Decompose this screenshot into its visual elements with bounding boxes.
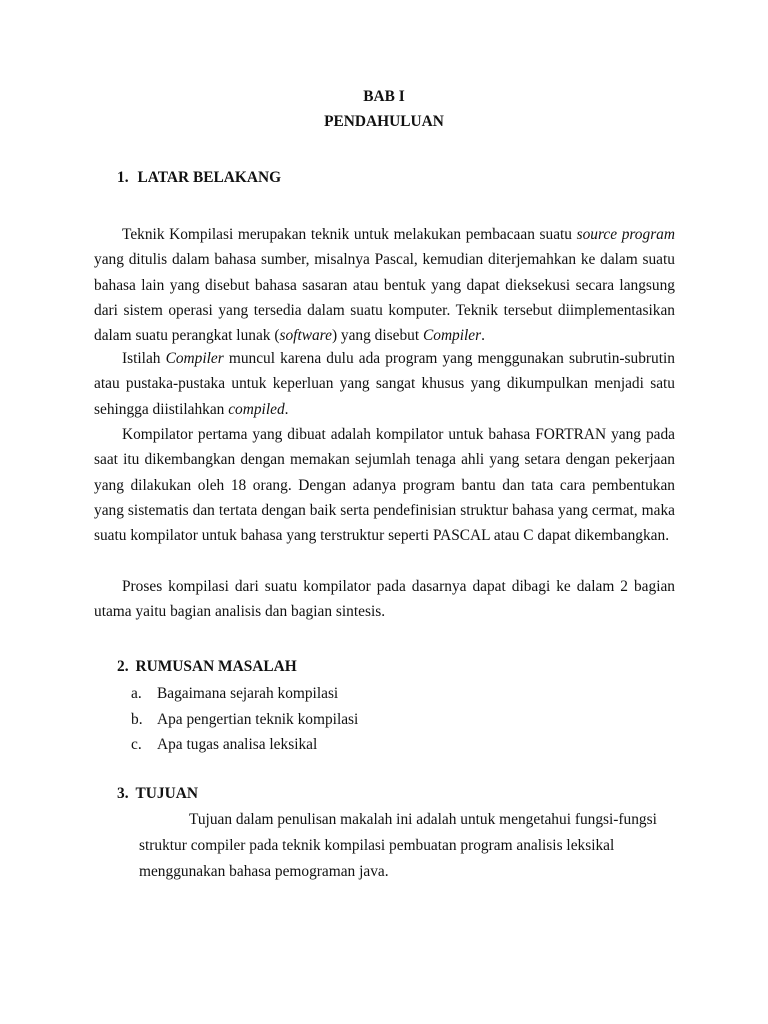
- paragraph-3: Kompilator pertama yang dibuat adalah kompilator untuk bahasa FORTRAN yang pada saat itu dikembangkan dengan memakan sejumlah tenaga ahli yang setara dengan pekerjaan yang dilakukan oleh 18 orang. Dengan adanya program bantu dan tata cara pembentukan yang sistematis dan tertata dengan baik serta pendefinisian struktur bahasa yang cermat, maka suatu kompilator untuk bahasa yang terstruktur seperti PASCAL atau C dapat dikembangkan.: [94, 426, 675, 545]
- section-3-title: TUJUAN: [135, 785, 198, 802]
- section-1-number: 1.: [117, 169, 129, 186]
- section-2-title: RUMUSAN MASALAH: [135, 658, 297, 675]
- section-1-heading: [117, 169, 281, 187]
- list-item: c. Apa tugas analisa leksikal: [131, 736, 318, 753]
- section-3-number: 3.: [117, 785, 129, 802]
- paragraph-1: Teknik Kompilasi merupakan teknik untuk melakukan pembacaan suatu source program yang ditulis dalam bahasa sumber, misalnya Pascal, kemudian diterjemahkan ke dalam suatu bahasa lain yang disebut bahasa sasaran atau bentuk yang dapat dieksekusi secara langsung dari sistem operasi yang tersedia dalam suatu komputer. Teknik tersebut diimplementasikan dalam suatu perangkat lunak (software) yang disebut Compiler.: [94, 226, 675, 345]
- paragraph-2: Istilah Compiler muncul karena dulu ada program yang menggunakan subrutin-subrutin atau pustaka-pustaka untuk keperluan yang sangat khusus yang dikumpulkan menjadi satu sehingga diistilahkan compiled.: [94, 350, 675, 418]
- section-2-heading: [117, 658, 297, 676]
- list-item: b. Apa pengertian teknik kompilasi: [131, 711, 359, 728]
- list-item: a. Bagaimana sejarah kompilasi: [131, 685, 339, 702]
- tujuan-paragraph: Tujuan dalam penulisan makalah ini adalah untuk mengetahui fungsi-fungsi struktur compiler pada teknik kompilasi pembuatan program analisis leksikal menggunakan bahasa pemograman java.: [139, 811, 657, 880]
- chapter-title: PENDAHULUAN: [324, 113, 444, 130]
- section-1-title: LATAR BELAKANG: [137, 169, 282, 186]
- section-3-heading: [117, 785, 198, 803]
- chapter-number: BAB I: [363, 88, 405, 105]
- section-2-number: 2.: [117, 658, 129, 675]
- paragraph-4: Proses kompilasi dari suatu kompilator pada dasarnya dapat dibagi ke dalam 2 bagian utama yaitu bagian analisis dan bagian sintesis.: [94, 578, 675, 621]
